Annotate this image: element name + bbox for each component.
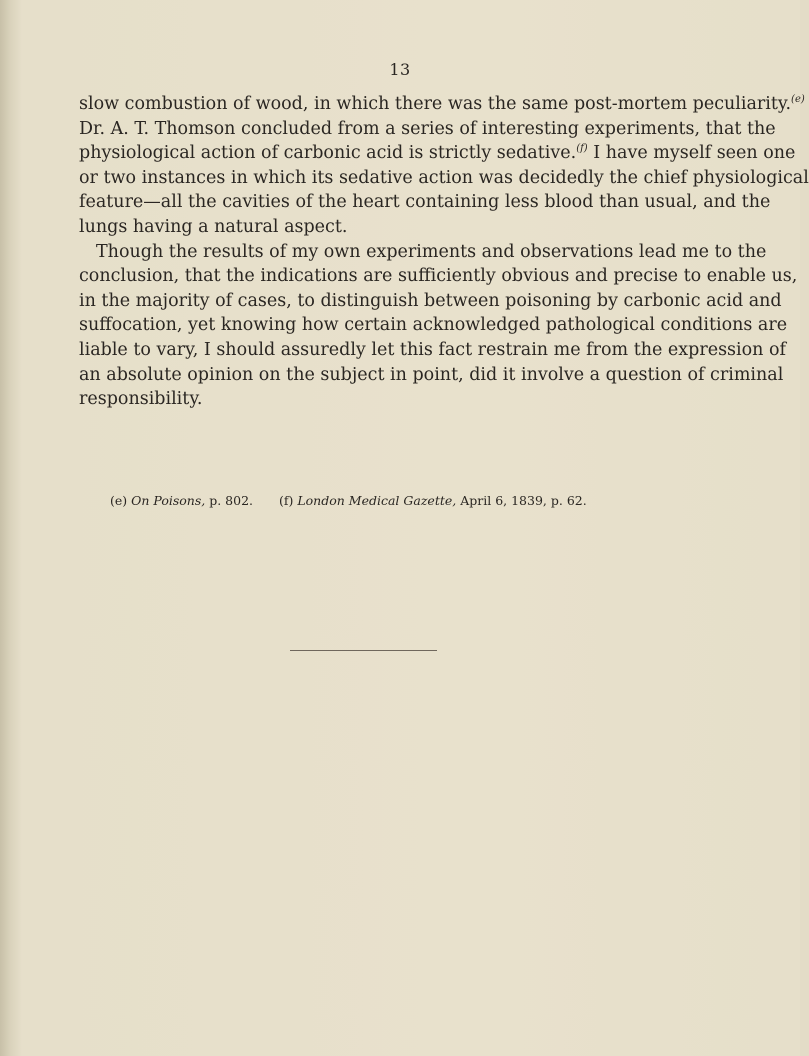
text-line-9: in the majority of cases, to distinguish between poisoning by carbonic acid and — [79, 290, 782, 311]
text-line-12: an absolute opinion on the subject in point, did it involve a question of criminal — [79, 364, 784, 385]
footnote-f-title: London Medical Gazette, — [297, 493, 457, 508]
text-line-3 — [79, 141, 796, 166]
text-line-11: liable to vary, I should assuredly let this fact restrain me from the expression of — [79, 339, 787, 360]
footnote-f — [279, 493, 587, 508]
footnote-e-rest: p. 802. — [209, 493, 253, 508]
footnote-e-title: On Poisons, — [131, 493, 206, 508]
section-rule — [290, 650, 437, 651]
line-7-text: Though the results of my own experiments and observations lead me to the — [96, 241, 767, 262]
footnote-ref-f[interactable]: (f) — [576, 143, 588, 155]
footnote-e — [110, 493, 253, 508]
body-text — [79, 92, 809, 412]
line-3-continuation: I have myself seen one — [587, 143, 796, 164]
footnote-ref-e[interactable]: (e) — [791, 94, 805, 106]
text-line-13: responsibility. — [79, 389, 203, 410]
line-3-text: physiological action of carbonic acid is strictly sedative. — [79, 143, 577, 164]
text-line-5: feature—all the cavities of the heart containing less blood than usual, and the — [79, 192, 771, 213]
footnote-e-mark: (e) — [110, 493, 128, 508]
footnotes — [110, 493, 587, 508]
text-line-4: or two instances in which its sedative action was decidedly the chief physiological — [79, 167, 809, 188]
text-line-10: suffocation, yet knowing how certain acknowledged pathological conditions are — [79, 315, 788, 336]
footnote-f-rest: April 6, 1839, p. 62. — [460, 493, 587, 508]
footnote-f-mark: (f) — [278, 493, 294, 508]
text-line-8: conclusion, that the indications are sufficiently obvious and precise to enable us, — [79, 266, 798, 287]
text-line-7 — [79, 240, 767, 265]
text-line-2: Dr. A. T. Thomson concluded from a series of interesting experiments, that the — [79, 118, 776, 139]
line-1-text: slow combustion of wood, in which there was the same post-mortem peculiarity. — [79, 94, 792, 114]
text-line-1 — [79, 92, 805, 117]
page-number: 13 — [389, 60, 411, 79]
text-line-6: lungs having a natural aspect. — [79, 216, 348, 237]
